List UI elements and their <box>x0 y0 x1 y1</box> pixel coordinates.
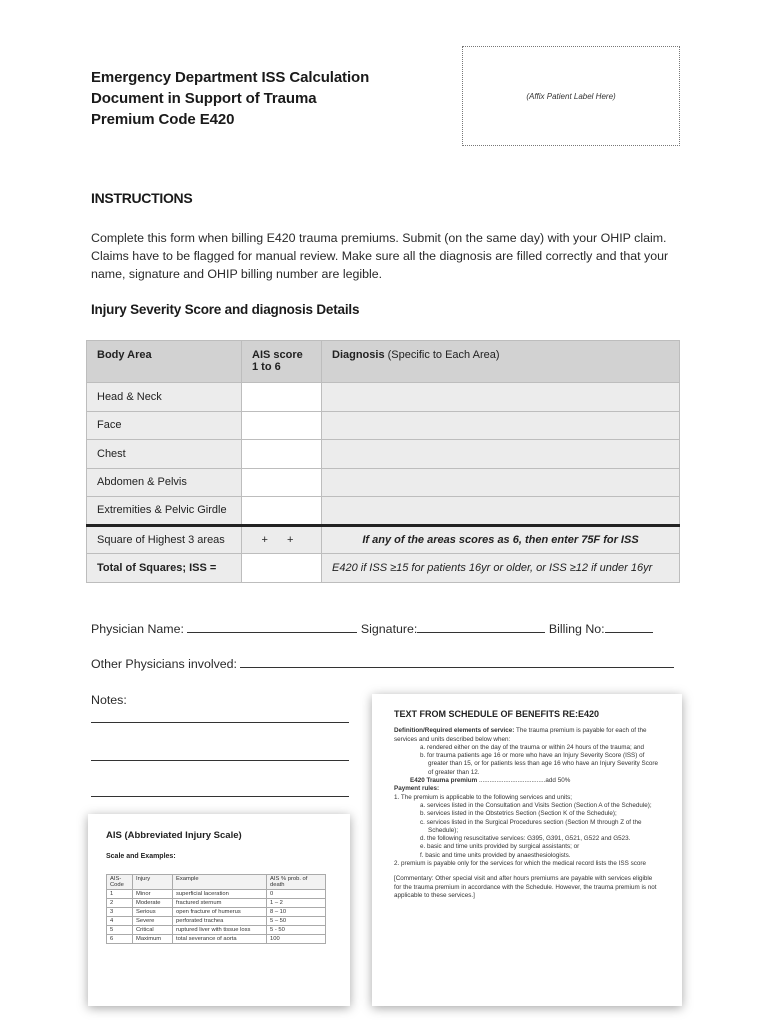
ais-cell: Minor <box>133 890 173 899</box>
header-diagnosis: Diagnosis (Specific to Each Area) <box>322 341 680 383</box>
diagnosis-field[interactable] <box>322 468 680 497</box>
body-area-extremities: Extremities & Pelvic Girdle <box>87 497 242 526</box>
physician-info-line <box>91 621 653 636</box>
payment-item-b: b. services listed in the Obstetrics Section (Section K of the Schedule); <box>420 810 617 818</box>
ais-cell: total severance of aorta <box>173 935 267 944</box>
table-row <box>87 440 680 469</box>
ais-cell: Moderate <box>133 899 173 908</box>
ais-col-example: Example <box>173 875 267 890</box>
ais-cell: Maximum <box>133 935 173 944</box>
table-row <box>107 899 326 908</box>
ais-cell: Serious <box>133 908 173 917</box>
ais-header-row <box>107 875 326 890</box>
billing-no-label: Billing No: <box>548 622 605 636</box>
ais-card-subtitle: Scale and Examples: <box>106 853 176 860</box>
iss-table <box>86 340 680 583</box>
e420-line: E420 Trauma premium ......................................add 50% <box>410 777 571 785</box>
patient-label-box[interactable] <box>462 46 680 146</box>
total-label: Total of Squares; ISS = <box>87 554 242 583</box>
instructions-text: Complete this form when billing E420 trauma premiums. Submit (on the same day) with your OHIP claim. Claims have to be flagged for manual review. Make sure all the diagnosis are filled correctly and that your name, signature and OHIP billing number are legible. <box>91 231 669 281</box>
payment-rule-2: 2. premium is payable only for the services for which the medical record lists the ISS score <box>394 860 646 868</box>
square-plus-field[interactable]: + + <box>242 525 322 554</box>
ais-card-title: AIS (Abbreviated Injury Scale) <box>106 830 242 841</box>
notes-line-3[interactable] <box>91 796 349 797</box>
notes-label: Notes: <box>91 693 127 707</box>
iss-heading: Injury Severity Score and diagnosis Details <box>91 302 360 317</box>
ais-score-field[interactable] <box>242 440 322 469</box>
table-row <box>107 917 326 926</box>
ais-cell: 6 <box>107 935 133 944</box>
diagnosis-field[interactable] <box>322 383 680 412</box>
ais-col-injury: Injury <box>133 875 173 890</box>
form-title <box>91 67 369 130</box>
other-physicians-field[interactable] <box>240 656 674 668</box>
ais-col-code: AIS-Code <box>107 875 133 890</box>
square-label: Square of Highest 3 areas <box>87 525 242 554</box>
table-row <box>107 935 326 944</box>
ais-score-field[interactable] <box>242 383 322 412</box>
schedule-title: TEXT FROM SCHEDULE OF BENEFITS RE:E420 <box>394 709 600 719</box>
ais-table <box>106 874 326 944</box>
ais-cell: superficial laceration <box>173 890 267 899</box>
notes-line-1[interactable] <box>91 722 349 723</box>
total-row <box>87 554 680 583</box>
ais-cell: ruptured liver with tissue loss <box>173 926 267 935</box>
payment-item-d: d. the following resuscitative services: G395, G391, G521, G522 and G523. <box>420 835 631 843</box>
square-note: If any of the areas scores as 6, then enter 75F for ISS <box>322 525 680 554</box>
diagnosis-field[interactable] <box>322 440 680 469</box>
payment-item-a: a. services listed in the Consultation and Visits Section (Section A of the Schedule); <box>420 801 652 809</box>
patient-label-text: (Affix Patient Label Here) <box>526 91 616 101</box>
title-line-3: Premium Code E420 <box>91 111 235 128</box>
ais-cell: Severe <box>133 917 173 926</box>
schedule-benefits-card <box>372 694 682 1006</box>
ais-cell: open fracture of humerus <box>173 908 267 917</box>
table-row <box>107 890 326 899</box>
iss-total-field[interactable] <box>242 554 322 583</box>
ais-cell: 4 <box>107 917 133 926</box>
ais-cell: Critical <box>133 926 173 935</box>
ais-col-prob: AIS % prob. of death <box>267 875 326 890</box>
definition-item-b: b. for trauma patients age 16 or more who have an Injury Severity Score (ISS) of greater than 15, or for patients less than age 16 who have an Injury Severity Score of greater than 12. <box>420 752 658 776</box>
header-body-area: Body Area <box>87 341 242 383</box>
ais-cell: 100 <box>267 935 326 944</box>
definition-paragraph: Definition/Required elements of service: The trauma premium is payable for each of the services and units described below when: <box>394 727 647 743</box>
ais-reference-card <box>88 814 350 1006</box>
physician-name-field[interactable] <box>187 621 357 633</box>
notes-line-2[interactable] <box>91 760 349 761</box>
title-line-2: Document in Support of Trauma <box>91 90 317 107</box>
other-physicians-label: Other Physicians involved: <box>91 657 238 671</box>
billing-no-field[interactable] <box>605 621 653 633</box>
ais-cell: 5 - 50 <box>267 926 326 935</box>
ais-cell: 1 <box>107 890 133 899</box>
payment-item-e: e. basic and time units provided by surgical assistants; or <box>420 843 580 851</box>
table-row <box>87 497 680 526</box>
other-physicians-line <box>91 656 674 671</box>
signature-field[interactable] <box>417 621 545 633</box>
ais-cell: 3 <box>107 908 133 917</box>
ais-score-field[interactable] <box>242 497 322 526</box>
title-line-1: Emergency Department ISS Calculation <box>91 69 370 86</box>
ais-cell: fractured sternum <box>173 899 267 908</box>
diagnosis-field[interactable] <box>322 411 680 440</box>
ais-score-field[interactable] <box>242 411 322 440</box>
ais-cell: 5 <box>107 926 133 935</box>
header-ais-score: AIS score 1 to 6 <box>242 341 322 383</box>
payment-rule-1: 1. The premium is applicable to the following services and units; <box>394 793 573 801</box>
definition-item-a: a. rendered either on the day of the trauma or within 24 hours of the trauma; and <box>420 743 645 751</box>
instructions-heading: INSTRUCTIONS <box>91 190 193 206</box>
ais-cell: perforated trachea <box>173 917 267 926</box>
ais-cell: 0 <box>267 890 326 899</box>
signature-label: Signature: <box>360 622 418 636</box>
ais-cell: 8 – 10 <box>267 908 326 917</box>
body-area-head-neck: Head & Neck <box>87 383 242 412</box>
ais-score-field[interactable] <box>242 468 322 497</box>
table-row <box>87 411 680 440</box>
square-row <box>87 525 680 554</box>
table-row <box>87 468 680 497</box>
payment-item-f: f. basic and time units provided by anaesthesiologists. <box>420 851 571 859</box>
payment-rules-label: Payment rules: <box>394 785 440 793</box>
total-note: E420 if ISS ≥15 for patients 16yr or older, or ISS ≥12 if under 16yr <box>322 554 680 583</box>
table-row <box>107 926 326 935</box>
table-row <box>107 908 326 917</box>
body-area-chest: Chest <box>87 440 242 469</box>
iss-header-row <box>87 341 680 383</box>
physician-name-label: Physician Name: <box>91 622 184 636</box>
ais-cell: 5 – 50 <box>267 917 326 926</box>
commentary: [Commentary: Other special visit and after hours premiums are payable with services eligible for the trauma premium in accordance with the Schedule. However, the trauma premium is not applicable to these services.] <box>394 875 657 899</box>
body-area-face: Face <box>87 411 242 440</box>
ais-cell: 1 – 2 <box>267 899 326 908</box>
ais-cell: 2 <box>107 899 133 908</box>
body-area-abdomen-pelvis: Abdomen & Pelvis <box>87 468 242 497</box>
diagnosis-field[interactable] <box>322 497 680 526</box>
table-row <box>87 383 680 412</box>
payment-item-c: c. services listed in the Surgical Procedures section (Section M through Z of the Schedule); <box>420 818 642 834</box>
